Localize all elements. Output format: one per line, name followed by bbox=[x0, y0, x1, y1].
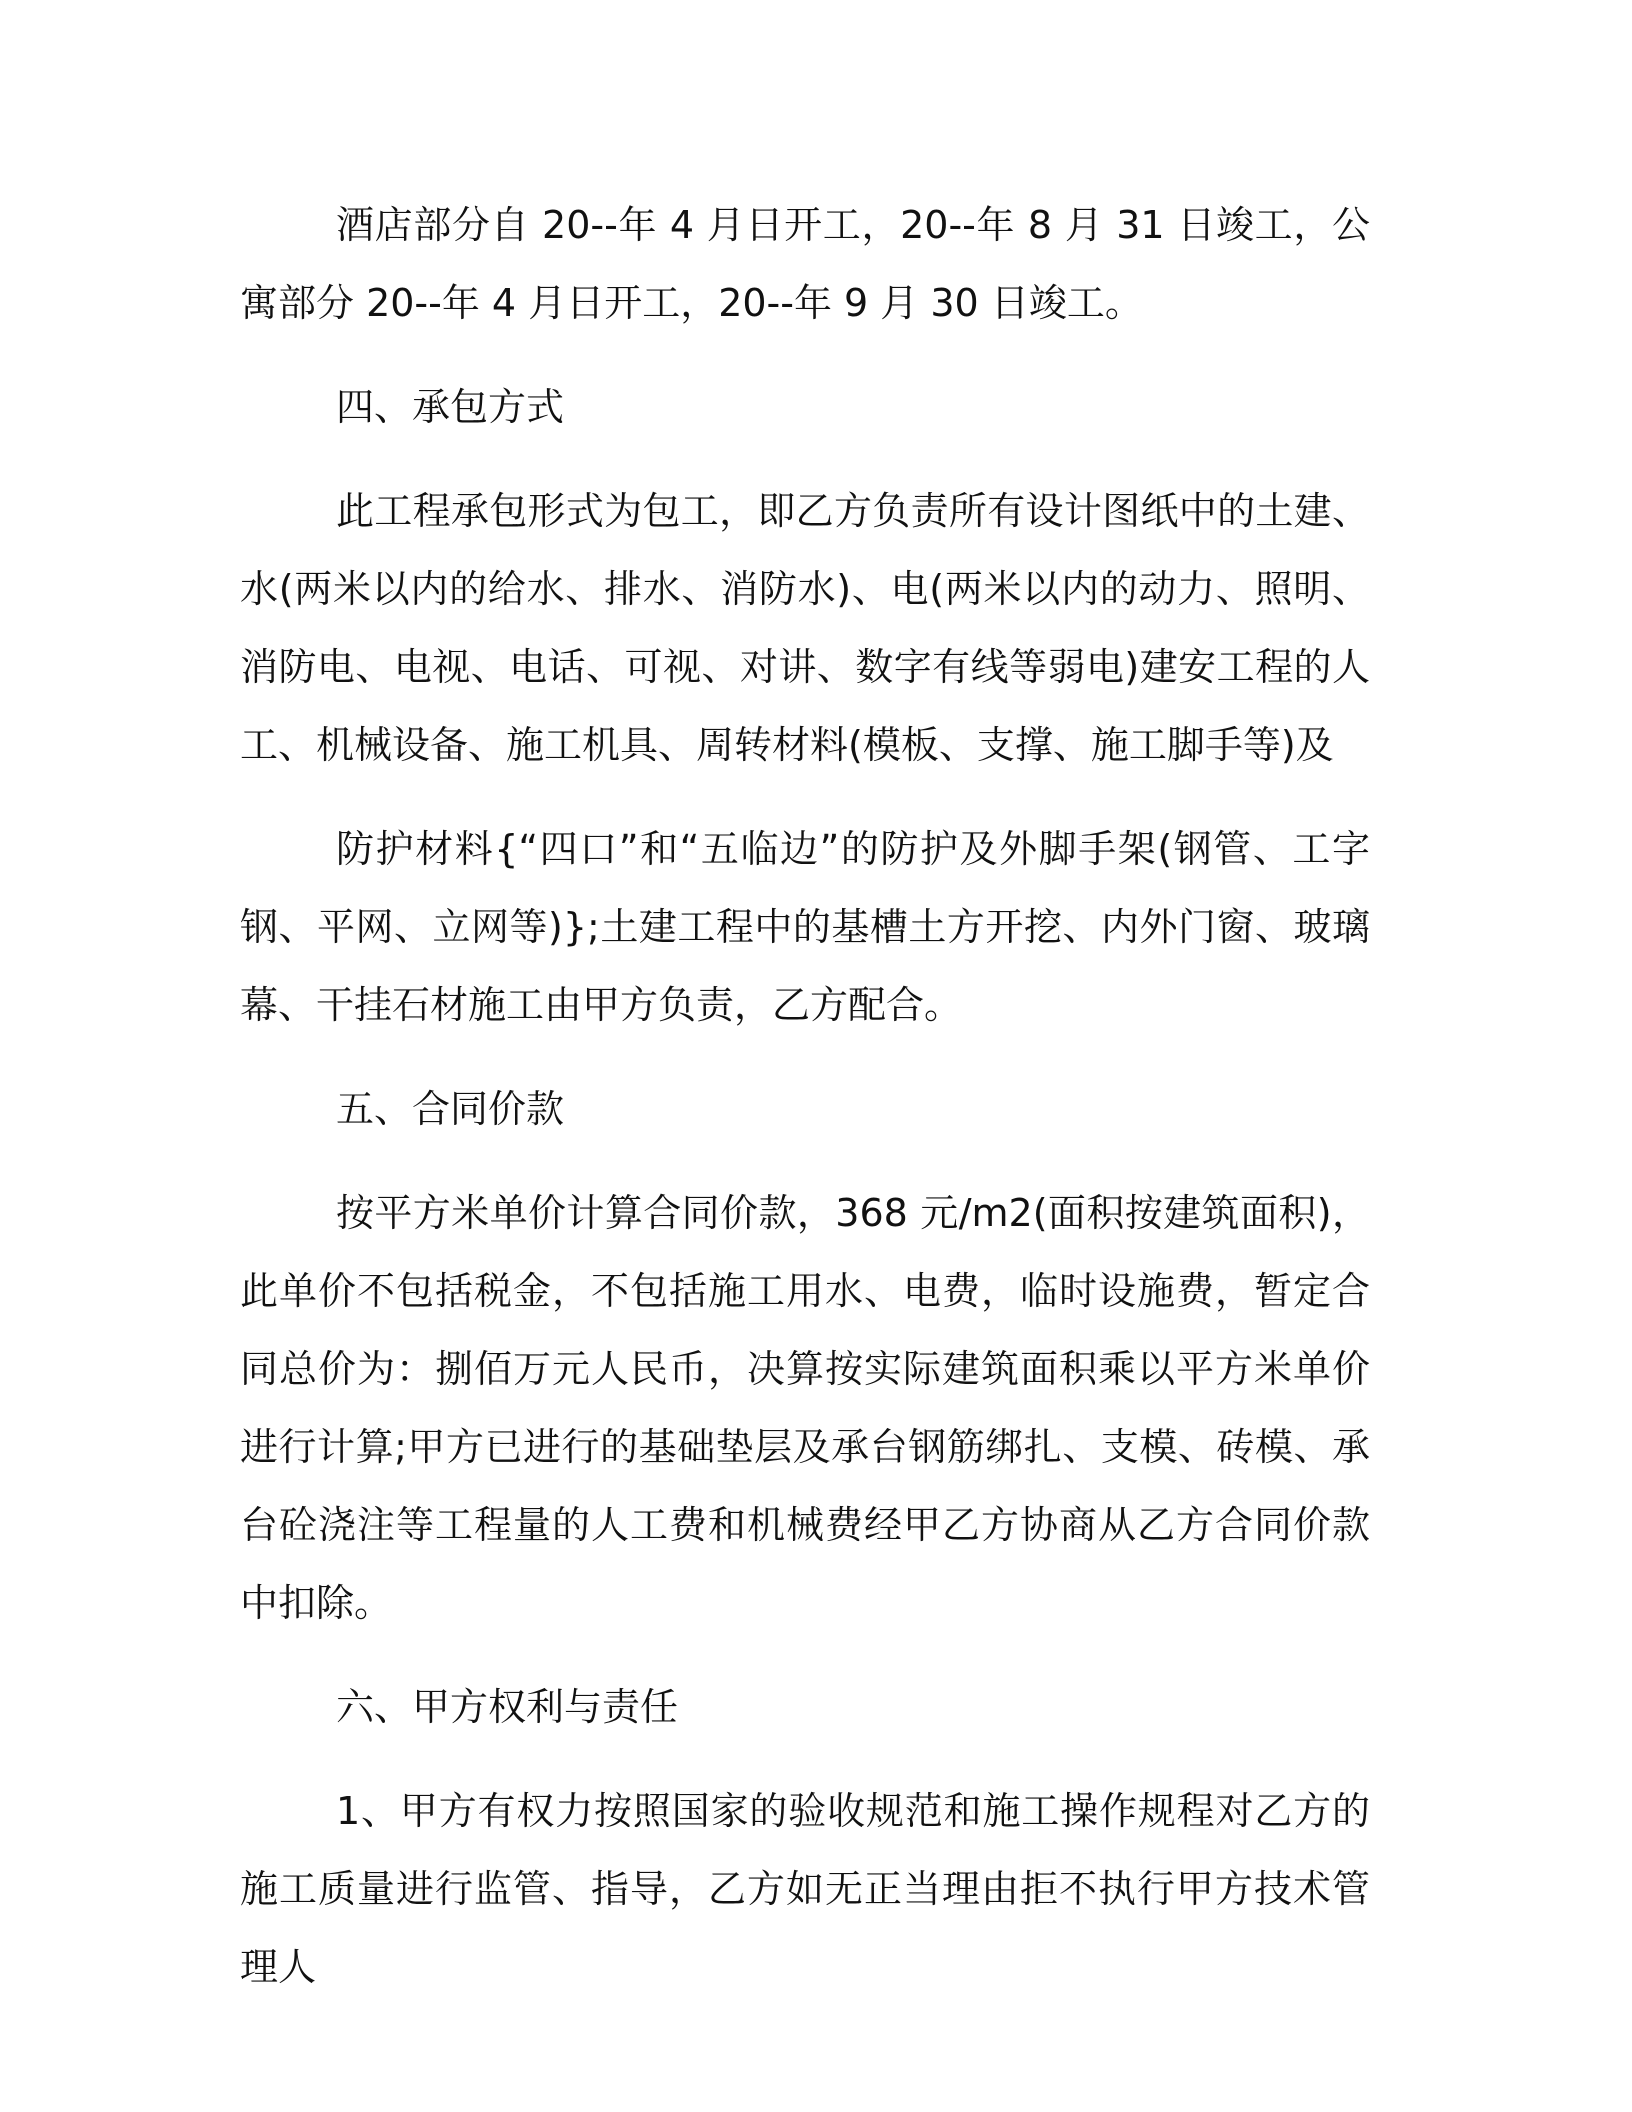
section-heading-contract-method: 四、承包方式 bbox=[336, 385, 565, 429]
paragraph-party-a-clause-1: 1、甲方有权力按照国家的验收规范和施工操作规程对乙方的施工质量进行监管、指导，乙方如无正当理由拒不执行甲方技术管理人 bbox=[240, 1789, 1370, 1989]
section-heading-party-a-rights: 六、甲方权利与责任 bbox=[336, 1685, 679, 1729]
section-heading-contract-price: 五、合同价款 bbox=[336, 1087, 565, 1131]
paragraph-protective-materials: 防护材料{“四口”和“五临边”的防护及外脚手架(钢管、工字钢、平网、立网等)};土建工程中的基槽土方开挖、内外门窗、玻璃幕、干挂石材施工由甲方负责，乙方配合。 bbox=[240, 827, 1370, 1027]
paragraph-price-calculation: 按平方米单价计算合同价款，368 元/m2(面积按建筑面积)，此单价不包括税金，不包括施工用水、电费，临时设施费，暂定合同总价为：捌佰万元人民币，决算按实际建筑面积乘以平方米单价进行计算;甲方已进行的基础垫层及承台钢筋绑扎、支模、砖模、承台砼浇注等工程量的人工费和机械费经甲乙方协商从乙方合同价款中扣除。 bbox=[240, 1191, 1370, 1625]
paragraph-contract-scope: 此工程承包形式为包工，即乙方负责所有设计图纸中的土建、水(两米以内的给水、排水、消防水)、电(两米以内的动力、照明、消防电、电视、电话、可视、对讲、数字有线等弱电)建安工程的人工、机械设备、施工机具、周转材料(模板、支撑、施工脚手等)及 bbox=[240, 489, 1370, 767]
paragraph-completion-dates: 酒店部分自 20--年 4 月日开工，20--年 8 月 31 日竣工，公寓部分 20--年 4 月日开工，20--年 9 月 30 日竣工。 bbox=[240, 203, 1370, 325]
document-body bbox=[240, 186, 1370, 2032]
